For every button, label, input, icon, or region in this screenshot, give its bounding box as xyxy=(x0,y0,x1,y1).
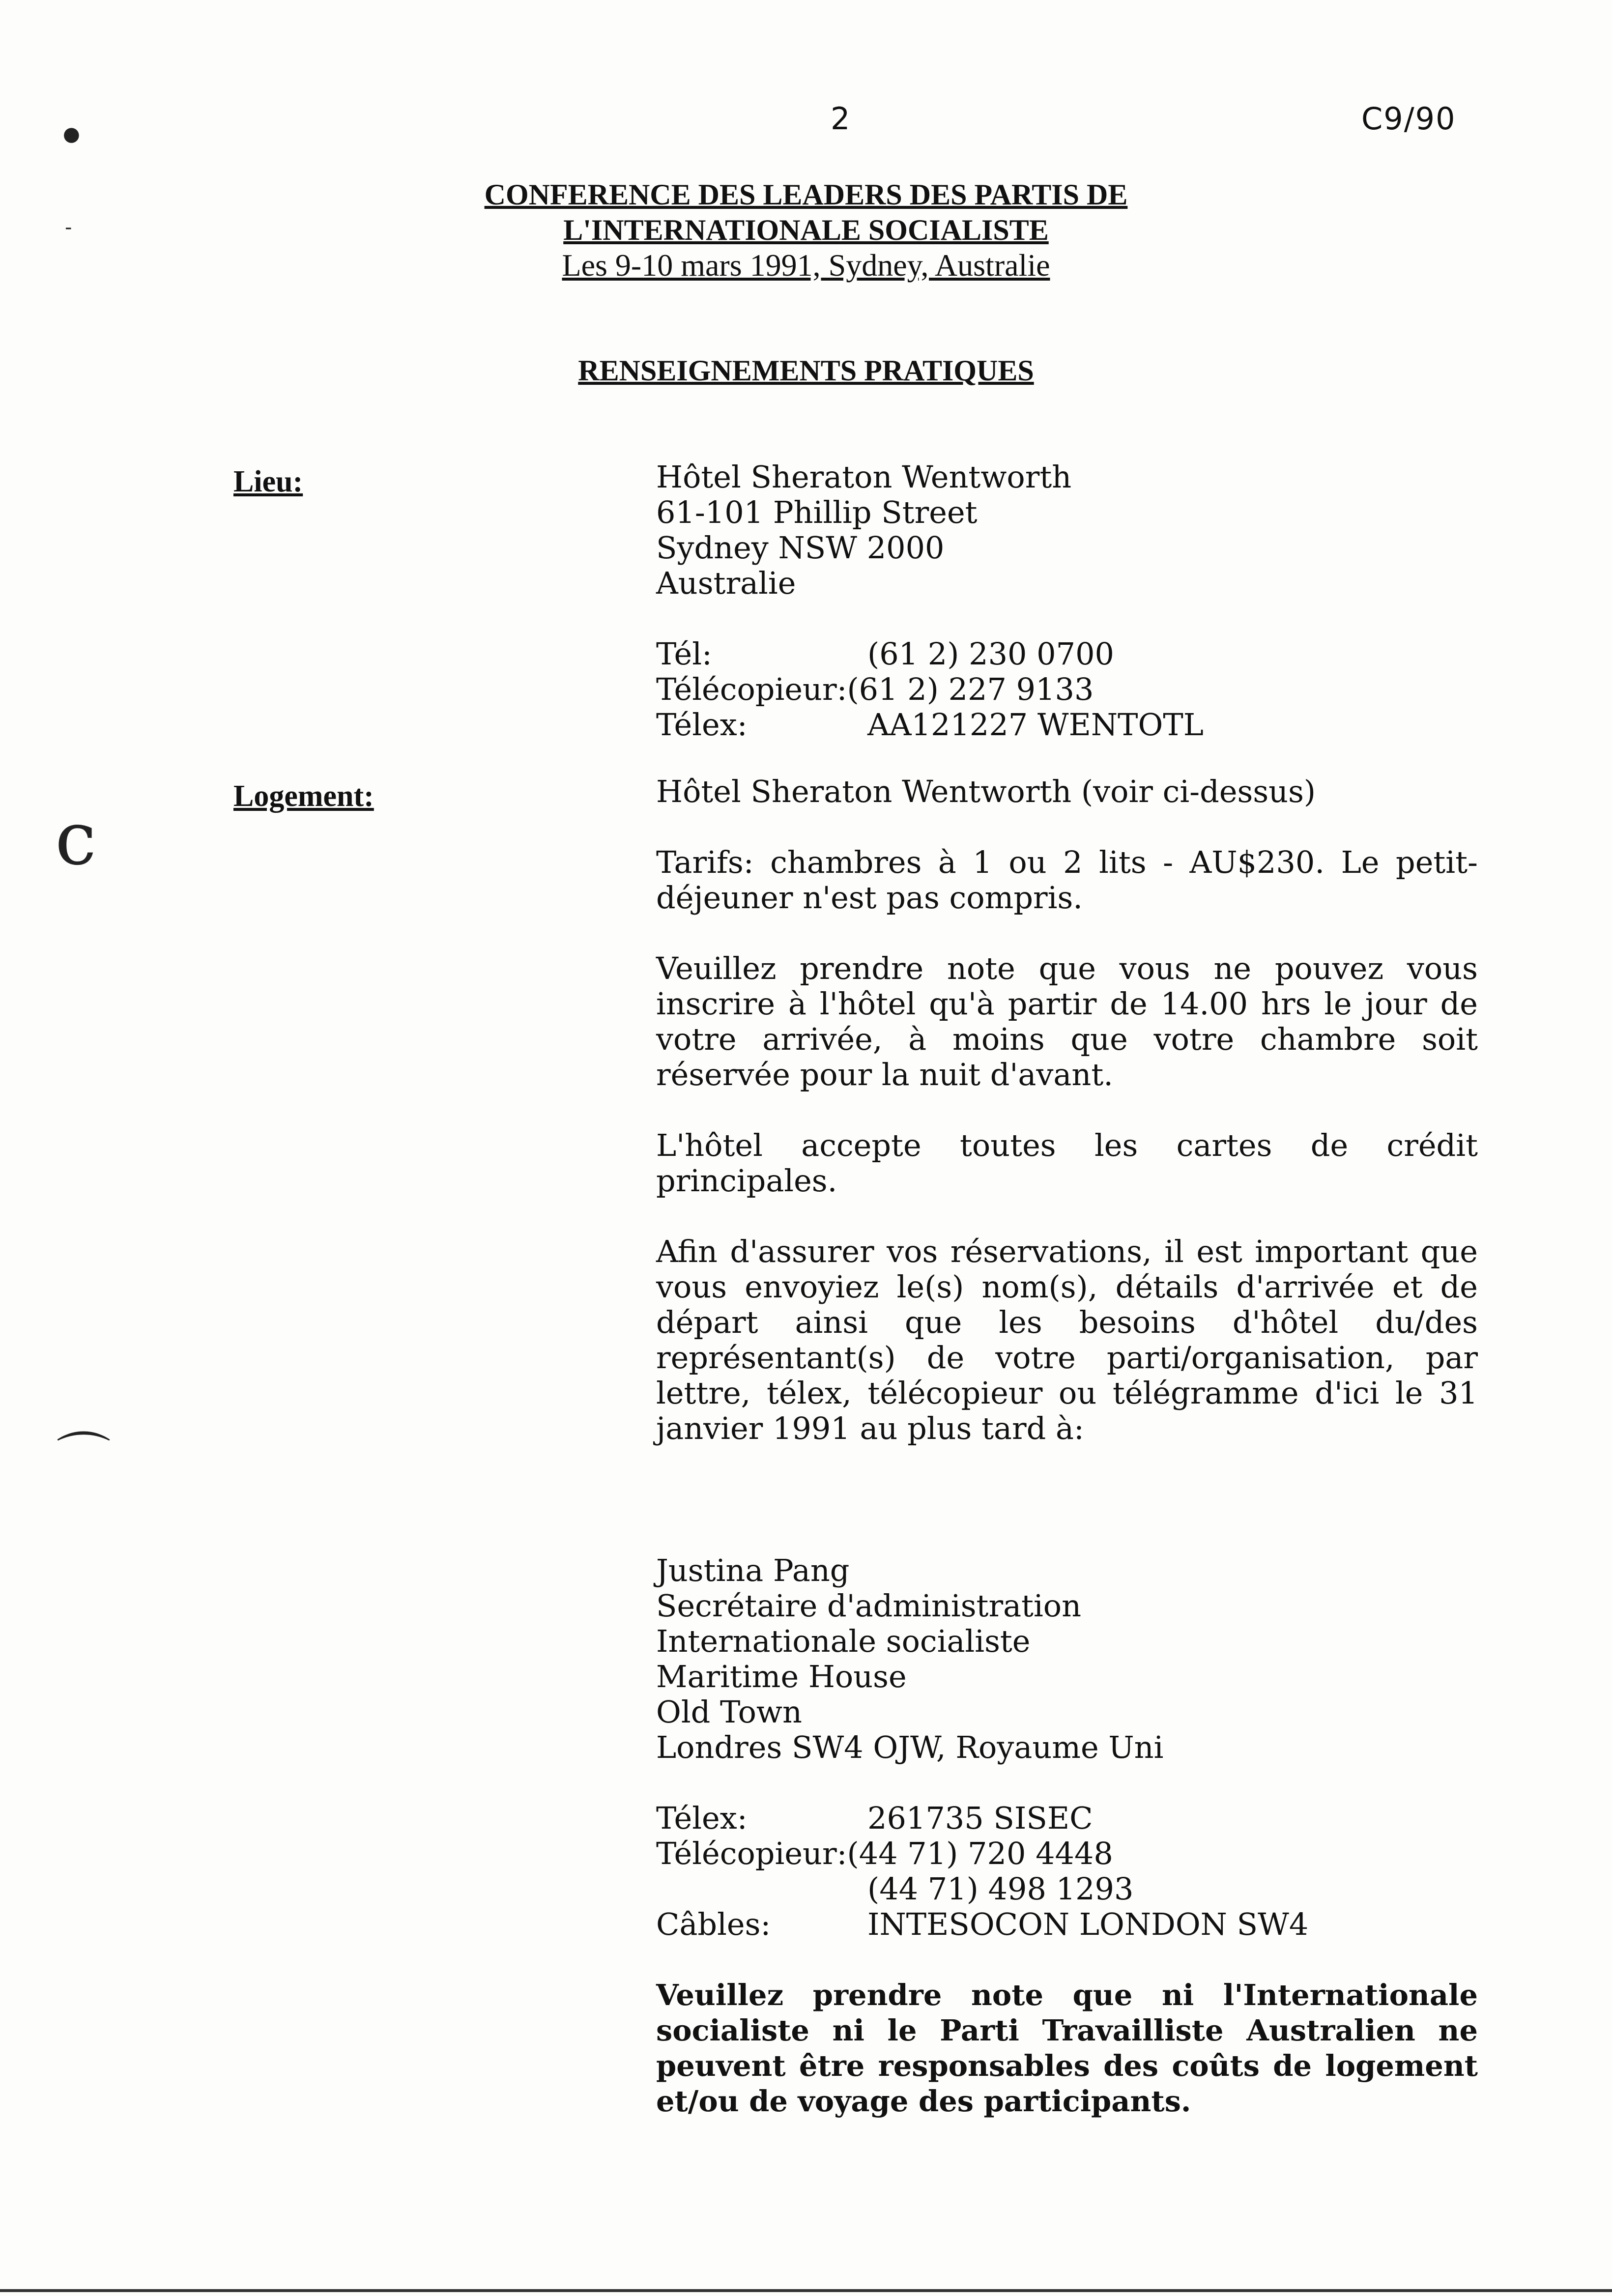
scan-punch-mark: c xyxy=(55,796,97,882)
address-line: Maritime House xyxy=(656,1659,907,1694)
bottom-scan-edge xyxy=(0,2289,1612,2292)
lieu-details xyxy=(656,459,1478,743)
scan-arc-mark: ⌒ xyxy=(57,1427,111,1490)
contact-row: Tél: (61 2) 230 0700 xyxy=(656,636,1114,672)
address-line: Australie xyxy=(656,565,796,601)
address-line: Sydney NSW 2000 xyxy=(656,530,945,566)
disclaimer-paragraph: Veuillez prendre note que ni l'Internationale socialiste ni le Parti Travailliste Australien ne peuvent être responsables des coûts de logement et/ou de voyage des participants. xyxy=(656,1978,1478,2118)
contact-row: (44 71) 498 1293 xyxy=(867,1871,1134,1907)
document-reference: C9/90 xyxy=(1361,101,1456,137)
logement-details xyxy=(656,774,1478,1446)
logement-label: Logement: xyxy=(233,779,374,813)
hotel-line: Hôtel Sheraton Wentworth (voir ci-dessus) xyxy=(656,774,1316,809)
scan-dash-mark: - xyxy=(65,216,72,239)
lieu-label: Lieu: xyxy=(233,465,303,498)
title-line-1: CONFERENCE DES LEADERS DES PARTIS DE xyxy=(484,178,1128,211)
address-line: 61-101 Phillip Street xyxy=(656,494,978,530)
address-line: Old Town xyxy=(656,1694,802,1730)
title-line-2: L'INTERNATIONALE SOCIALISTE xyxy=(563,214,1049,246)
contact-address xyxy=(656,1553,1478,2119)
contact-row: Télécopieur: (44 71) 720 4448 xyxy=(656,1836,1113,1871)
contact-row: Câbles: INTESOCON LONDON SW4 xyxy=(656,1906,1309,1942)
checkin-paragraph: Veuillez prendre note que vous ne pouvez vous inscrire à l'hôtel qu'à partir de 14.00 hrs le jour de votre arrivée, à moins que votre chambre soit réservée pour la nuit d'avant. xyxy=(656,950,1478,1092)
contact-row: Télex: 261735 SISEC xyxy=(656,1800,1093,1836)
contact-row: Télex: AA121227 WENTOTL xyxy=(656,707,1204,743)
reservations-paragraph: Afin d'assurer vos réservations, il est important que vous envoyiez le(s) nom(s), détails d'arrivée et de départ ainsi que les besoins d'hôtel du/des représentant(s) de votre parti/organisation, par lettre, télex, télécopieur ou télégramme d'ici le 31 janvier 1991 au plus tard à: xyxy=(656,1234,1478,1446)
address-line: Hôtel Sheraton Wentworth xyxy=(656,459,1072,495)
address-line: Justina Pang xyxy=(656,1552,850,1588)
section-heading: RENSEIGNEMENTS PRATIQUES xyxy=(578,354,1034,387)
address-line: Secrétaire d'administration xyxy=(656,1588,1082,1624)
address-line: Internationale socialiste xyxy=(656,1623,1031,1659)
document-title xyxy=(0,177,1612,283)
address-line: Londres SW4 OJW, Royaume Uni xyxy=(656,1729,1164,1765)
credit-paragraph: L'hôtel accepte toutes les cartes de crédit principales. xyxy=(656,1127,1478,1199)
title-date-location: Les 9-10 mars 1991, Sydney, Australie xyxy=(562,248,1050,283)
tarifs-paragraph: Tarifs: chambres à 1 ou 2 lits - AU$230. Le petit-déjeuner n'est pas compris. xyxy=(656,844,1478,916)
contact-row: Télécopieur: (61 2) 227 9133 xyxy=(656,671,1094,707)
page-number: 2 xyxy=(831,101,850,137)
scan-dot-mark: ● xyxy=(63,123,80,145)
